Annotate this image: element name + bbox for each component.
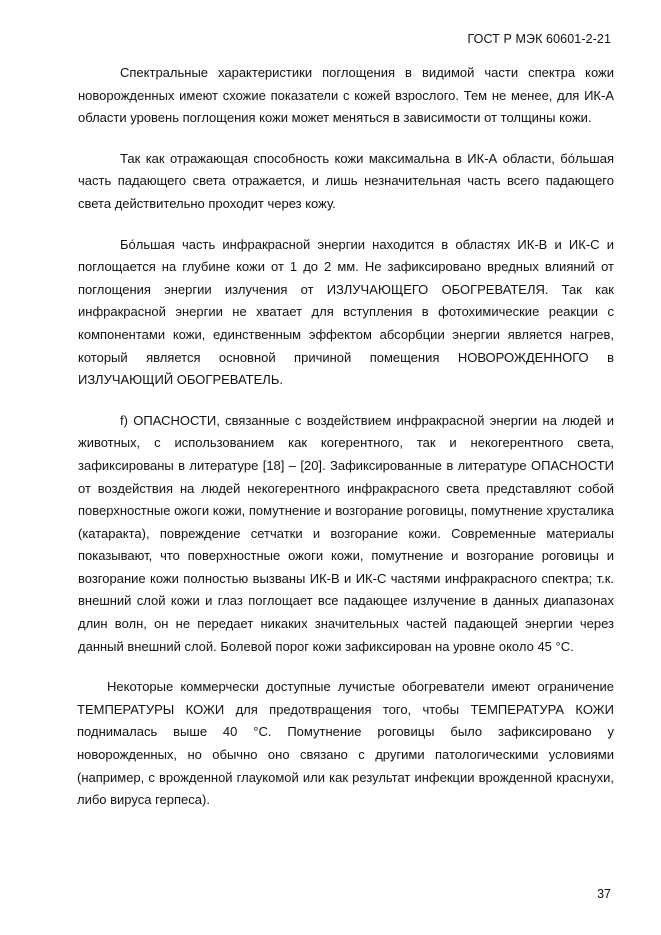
paragraph-reflectance: Так как отражающая способность кожи максимальна в ИК-А области, бóльшая часть падающего света отражается, и лишь незначительная часть всего падающего света действительно проходит через кожу. <box>78 150 614 211</box>
paragraph-hazards: f) ОПАСНОСТИ, связанные с воздействием инфракрасной энергии на людей и животных, с использованием как когерентного, так и некогерентного света, зафиксированы в литературе [18] – [20]. Зафиксированные в литературе ОПАСНОСТИ от воздействия на людей некогерентного инфракрасного света представляют собой поверхностные ожоги кожи, помутнение и возгорание роговицы, помутнение хрусталика (катаракта), повреждение сетчатки и возгорание кожи. Современные материалы показывают, что поверхностные ожоги кожи, помутнение и возгорание роговицы и возгорание кожи полностью вызваны ИК-В и ИК-С частями инфракрасного спектра; т.к. внешний слой кожи и глаз поглощает все падающее излучение в данных диапазонах длин волн, он не передает никаких значительных частей падающей энергии через данный внешний слой. Болевой порог кожи зафиксирован на уровне около 45 °С. <box>78 412 614 654</box>
paragraph-infrared-energy: Бóльшая часть инфракрасной энергии находится в областях ИК-В и ИК-С и поглощается на глубине кожи от 1 до 2 мм. Не зафиксировано вредных влияний от поглощения энергии излучения от ИЗЛУЧАЮЩЕГО ОБОГРЕВАТЕЛЯ. Так как инфракрасной энергии не хватает для вступления в фотохимические реакции с компонентами кожи, единственным эффектом абсорбции энергии является нагрев, который является основной причиной помещения НОВОРОЖДЕННОГО в ИЗЛУЧАЮЩИЙ ОБОГРЕВАТЕЛЬ. <box>78 236 614 388</box>
paragraph-skin-temperature-limit: Некоторые коммерчески доступные лучистые обогреватели имеют ограничение ТЕМПЕРАТУРЫ КОЖИ для предотвращения того, чтобы ТЕМПЕРАТУРА КОЖИ поднималась выше 40 °С. Помутнение роговицы было зафиксировано у новорожденных, но обычно оно связано с другими патологическими условиями (например, с врожденной глаукомой или как результат инфекции врожденной краснухи, либо вируса герпеса). <box>77 679 614 808</box>
page-number: 37 <box>597 887 611 901</box>
paragraph-absorption-spectrum: Спектральные характеристики поглощения в видимой части спектра кожи новорожденных имеют схожие показатели с кожей взрослого. Тем не менее, для ИК-А области уровень поглощения кожи может меняться в зависимости от толщины кожи. <box>78 65 614 126</box>
standard-id: ГОСТ Р МЭК 60601-2-21 <box>467 32 611 46</box>
document-body <box>78 62 614 830</box>
page-footer <box>597 887 611 901</box>
document-header <box>467 32 611 46</box>
